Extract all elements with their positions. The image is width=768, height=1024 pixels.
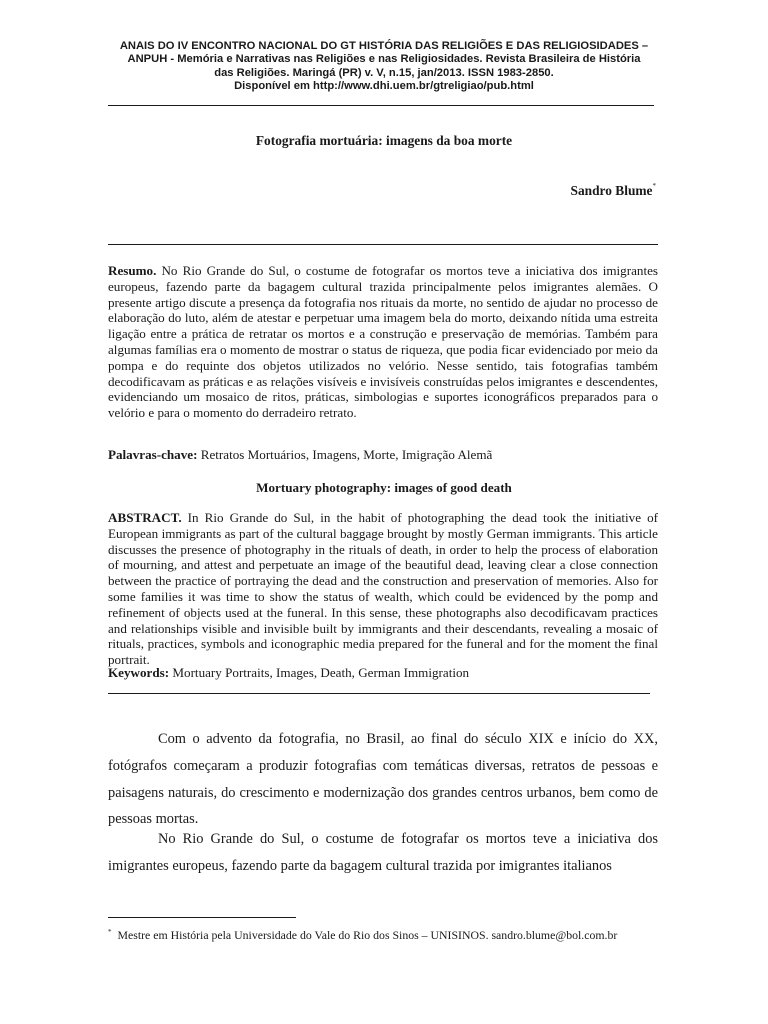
author-footnote-mark: * [652,182,656,190]
abstract-text: In Rio Grande do Sul, in the habit of photographing the dead took the initiative of European immigrants as part of the cultural baggage brought by mostly German immigrants. This article discusses the presence of photography in the rituals of death, in order to help the process of elaboration of mourning, and attest and perpetuate an image of the beautiful dead, leaving clear a close connection between the practice of portraying the dead and the construction and preservation of memories. Also for some families it was time to show the status of wealth, which could be evidenced by the pomp and refinement of objects used at the funeral. In this sense, these photographs also decodificavam practices and relationships visible and invisible built by immigrants and their descendants, revealing a mosaic of rituals, practices, symbols and iconographic media prepared for the funeral and for the moment the final portrait. [108,510,658,668]
article-title: Fotografia mortuária: imagens da boa morte [255,133,513,148]
keywords-text: Mortuary Portraits, Images, Death, German Immigration [169,665,470,680]
journal-header [104,40,664,94]
palavras-chave-text: Retratos Mortuários, Imagens, Morte, Imigração Alemã [197,447,493,462]
keywords-label: Keywords: [108,665,170,680]
abstract-label: ABSTRACT. [108,510,182,525]
header-line-1: ANAIS DO IV ENCONTRO NACIONAL DO GT HISTÓRIA DAS RELIGIÕES E DAS RELIGIOSIDADES – [119,40,649,52]
footnote-mark: * [108,928,112,936]
header-line-3: das Religiões. Maringá (PR) v. V, n.15, jan/2013. ISSN 1983-2850. [214,66,554,79]
keywords-paragraph [108,665,658,681]
body-paragraph-1: Com o advento da fotografia, no Brasil, ao final do século XIX e início do XX, fotógrafos começaram a produzir fotografias com temáticas diversas, retratos de pessoas e paisagens naturais, do crescimento e modernização dos grandes centros urbanos, bem como de pessoas mortas. [108,731,658,828]
resumo-label: Resumo. [108,263,157,278]
body-paragraph-2: No Rio Grande do Sul, o costume de fotografar os mortos teve a iniciativa dos imigrantes europeus, fazendo parte da bagagem cultural trazida por imigrantes italianos [108,831,658,874]
abstract-bottom-rule [108,693,650,694]
header-line-4: Disponível em http://www.dhi.uem.br/gtreligiao/pub.html [234,80,534,93]
header-rule [108,105,654,106]
resumo-paragraph [108,263,658,421]
footnote-rule [108,917,296,918]
english-title: Mortuary photography: images of good death [256,480,512,495]
footnote [108,925,658,943]
footnote-text: Mestre em História pela Universidade do Vale do Rio dos Sinos – UNISINOS. sandro.blume@bol.com.br [117,928,618,942]
abstract-top-rule [108,244,658,245]
author-name [571,182,656,199]
palavras-chave-paragraph [108,447,658,463]
resumo-text: No Rio Grande do Sul, o costume de fotografar os mortos teve a iniciativa dos imigrantes europeus, fazendo parte da bagagem cultural trazida principalmente pelos imigrantes alemães. O presente artigo discute a presença da fotografia nos rituais da morte, no sentido de ajudar no processo de elaboração do luto, além de atestar e perpetuar uma imagem bela do morto, deixando nítida uma estreita ligação entre a prática de retratar os mortos e a construção e preservação de memórias. Também para algumas famílias era o momento de mostrar o status de riqueza, que podia ficar evidenciado por meio da pompa e do requinte dos objetos utilizados no velório. Nesse sentido, tais fotografias também decodificavam as práticas e as relações visíveis e invisíveis construídas pelos imigrantes e descendentes, evidenciando um mosaico de ritos, práticas, simbologias e suportes iconográficos preparados para o velório e para o momento do derradeiro retrato. [108,263,658,421]
abstract-paragraph [108,510,658,668]
author-name-text: Sandro Blume [570,183,653,198]
header-line-2: ANPUH - Memória e Narrativas nas Religiões e nas Religiosidades. Revista Brasileira de História [127,53,641,66]
palavras-chave-label: Palavras-chave: [108,447,198,462]
